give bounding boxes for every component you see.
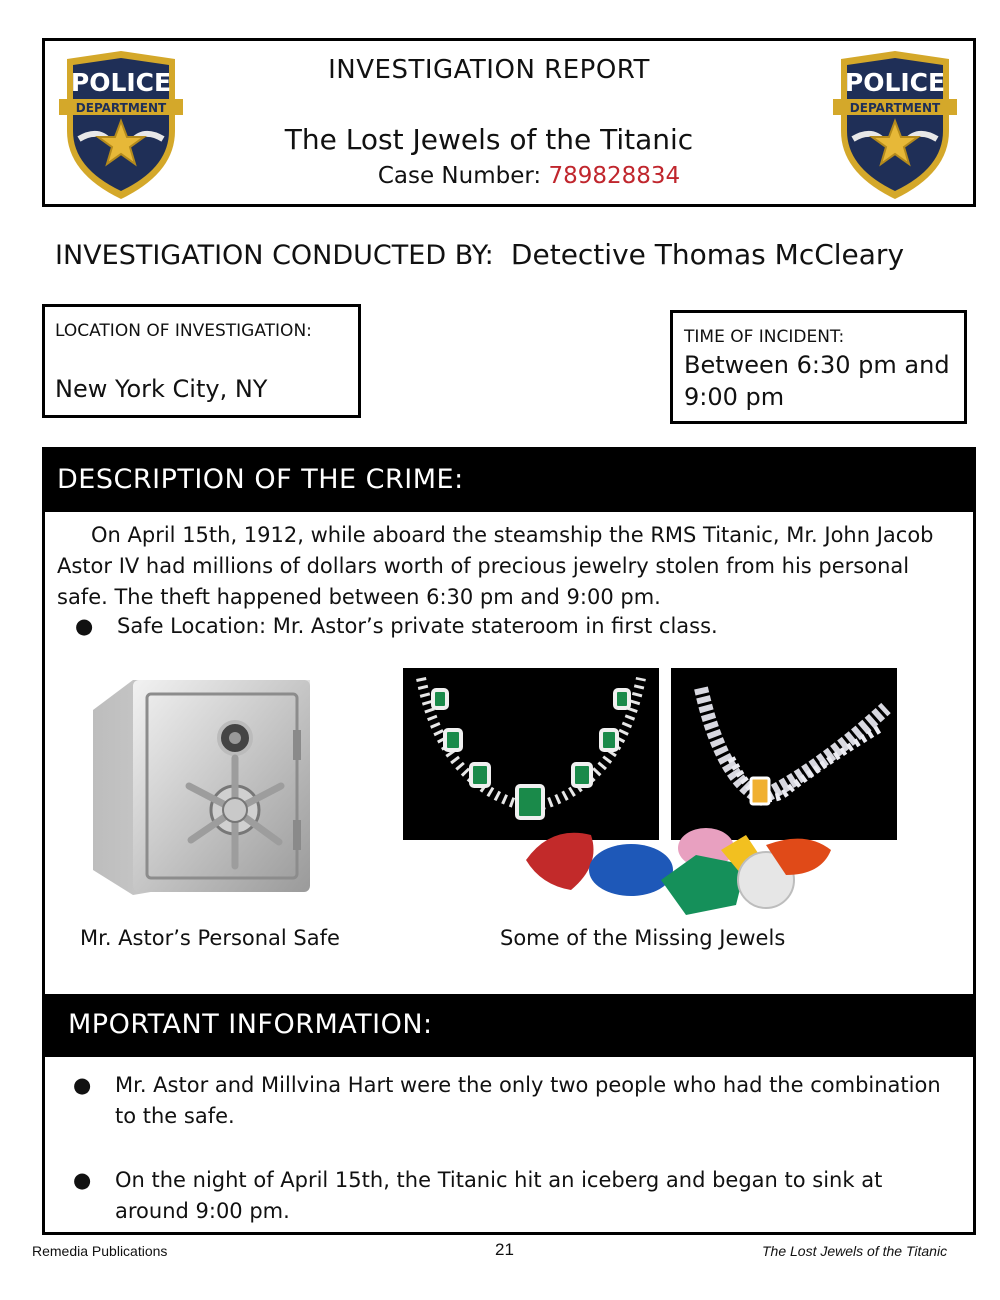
time-box [670, 310, 967, 424]
svg-text:POLICE: POLICE [844, 68, 946, 97]
case-number-label: Case Number: [377, 163, 549, 189]
location-box [42, 304, 361, 418]
investigator-label: INVESTIGATION CONDUCTED BY: [55, 240, 494, 271]
bullet-icon: ● [73, 1073, 92, 1097]
publisher-name: Remedia Publications [32, 1243, 168, 1259]
page-number: 21 [495, 1240, 514, 1259]
crime-heading: DESCRIPTION OF THE CRIME: [57, 464, 464, 495]
crime-bullet [75, 614, 935, 638]
investigator-name: Detective Thomas McCleary [510, 238, 905, 271]
police-badge-icon [833, 51, 957, 201]
report-header [42, 38, 976, 207]
diamond-necklace-icon [671, 668, 897, 840]
gemstones-icon [521, 820, 841, 920]
safe-caption: Mr. Astor’s Personal Safe [80, 926, 340, 950]
footer-title: The Lost Jewels of the Titanic [762, 1243, 948, 1259]
safe-icon [85, 670, 315, 905]
investigator-line [55, 238, 904, 271]
info-item-text: Mr. Astor and Millvina Hart were the only two people who had the combination to the safe. [115, 1073, 941, 1128]
info-heading-bar [42, 995, 976, 1057]
case-number-value: 789828834 [548, 163, 681, 189]
jewels-caption: Some of the Missing Jewels [500, 926, 786, 950]
report-title: INVESTIGATION REPORT [328, 55, 650, 85]
emerald-necklace-image [403, 668, 659, 840]
diamond-necklace-image [671, 668, 897, 840]
svg-text:POLICE: POLICE [70, 68, 172, 97]
bullet-icon: ● [73, 1168, 92, 1192]
svg-text:DEPARTMENT: DEPARTMENT [849, 101, 941, 115]
crime-paragraph: On April 15th, 1912, while aboard the steamship the RMS Titanic, Mr. John Jacob Astor IV had millions of dollars worth of precious jewelry stolen from his personal safe. The theft happened between 6:30 pm and 9:00 pm. [57, 523, 934, 609]
location-value: New York City, NY [55, 375, 268, 403]
svg-text:DEPARTMENT: DEPARTMENT [75, 101, 167, 115]
list-item [73, 1165, 953, 1227]
bullet-icon: ● [75, 614, 94, 638]
crime-bullet-text: Safe Location: Mr. Astor’s private stateroom in first class. [117, 614, 718, 638]
list-item [73, 1070, 953, 1132]
info-item-text: On the night of April 15th, the Titanic hit an iceberg and began to sink at around 9:00 pm. [115, 1168, 883, 1223]
emerald-necklace-icon [403, 668, 659, 840]
info-section [42, 995, 976, 1235]
info-heading: MPORTANT INFORMATION: [68, 1009, 433, 1040]
location-label: LOCATION OF INVESTIGATION: [55, 321, 312, 341]
crime-heading-bar [45, 450, 973, 512]
crime-section [42, 447, 976, 997]
time-value: Between 6:30 pm and 9:00 pm [684, 351, 950, 411]
case-title: The Lost Jewels of the Titanic [284, 123, 694, 156]
info-list [73, 1070, 953, 1260]
time-label: TIME OF INCIDENT: [684, 327, 845, 347]
